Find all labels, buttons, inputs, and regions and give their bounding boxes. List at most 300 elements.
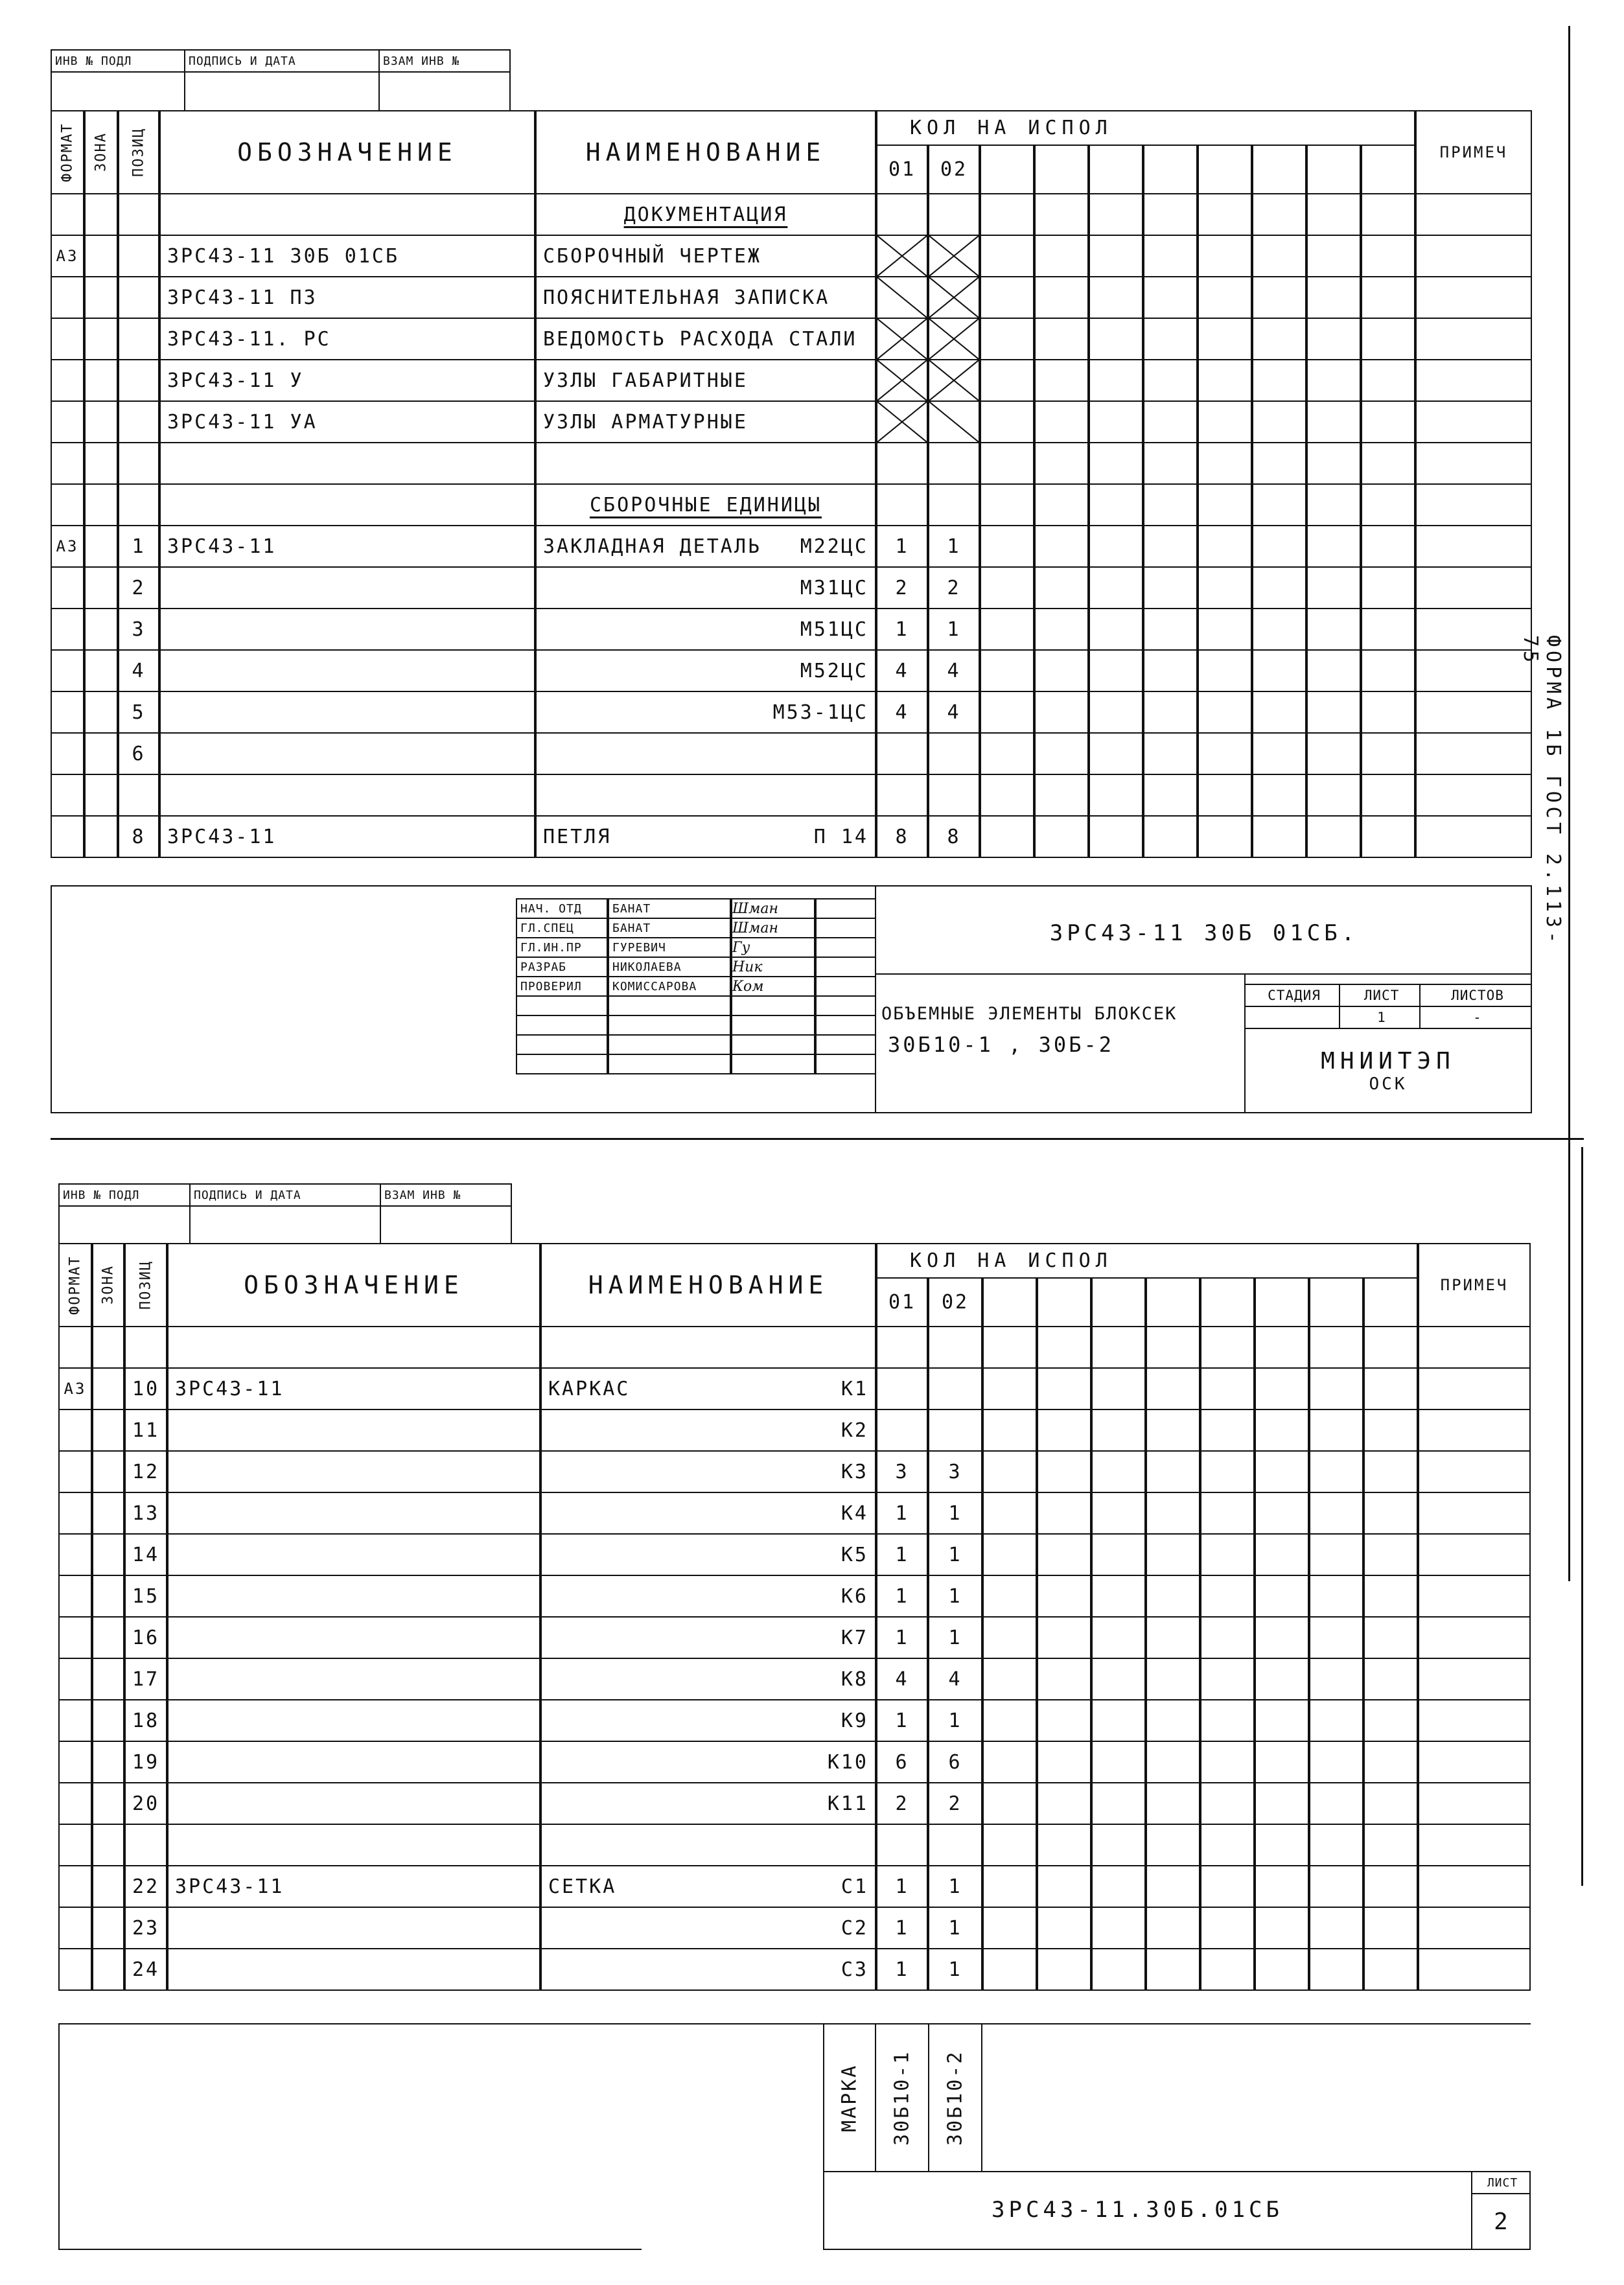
row-qty-2: 1 <box>928 1699 982 1742</box>
row-qty-extra <box>1200 1492 1255 1535</box>
row-zone <box>92 1367 124 1410</box>
row-format <box>58 1616 92 1659</box>
row-qty-extra <box>1363 1616 1418 1659</box>
row-zone <box>92 1533 124 1576</box>
row-qty-extra <box>1091 1907 1146 1949</box>
row-qty-2: 2 <box>928 566 980 609</box>
row-mark: К11 <box>827 1792 868 1815</box>
row-qty-1: 2 <box>876 566 928 609</box>
row-qty-extra <box>1091 1824 1146 1866</box>
row-pos: 2 <box>118 566 159 609</box>
row-qty-extra <box>1037 1741 1091 1783</box>
row-format <box>58 1533 92 1576</box>
row-qty-extra <box>1200 1948 1255 1991</box>
row-qty-extra <box>1091 1533 1146 1576</box>
row-qty-extra <box>1200 1367 1255 1410</box>
row-qty-extra <box>1146 1658 1200 1700</box>
header-pos: ПОЗИЦ <box>124 1243 167 1327</box>
row-designation <box>167 1616 540 1659</box>
row-qty-2: 4 <box>928 1658 982 1700</box>
row-name <box>540 1450 876 1493</box>
row-name <box>540 1367 876 1410</box>
row-pos: 19 <box>124 1741 167 1783</box>
row-qty-extra <box>982 1865 1037 1908</box>
row-qty-extra <box>1146 1326 1200 1369</box>
row-name <box>540 1409 876 1452</box>
row-qty-extra <box>1037 1699 1091 1742</box>
row-qty-extra <box>1091 1326 1146 1369</box>
row-designation <box>167 1741 540 1783</box>
row-format <box>58 1948 92 1991</box>
row-qty-extra <box>1146 1492 1200 1535</box>
row-pos: 10 <box>124 1367 167 1410</box>
row-qty-extra <box>982 1948 1037 1991</box>
row-qty-1 <box>876 1824 928 1866</box>
row-qty-extra <box>1200 1658 1255 1700</box>
row-qty-2: 4 <box>928 649 980 692</box>
row-format <box>58 1865 92 1908</box>
row-pos <box>124 1326 167 1369</box>
row-pos: 8 <box>118 815 159 858</box>
row-pos: 15 <box>124 1575 167 1618</box>
row-qty-extra <box>982 1699 1037 1742</box>
stamp-role: НАЧ. ОТД <box>516 898 608 919</box>
row-pos: 16 <box>124 1616 167 1659</box>
row-qty-extra <box>1309 1367 1363 1410</box>
row-qty-extra <box>1091 1450 1146 1493</box>
row-qty-2: 1 <box>928 1907 982 1949</box>
row-pos: 5 <box>118 691 159 734</box>
row-qty-extra <box>1200 1409 1255 1452</box>
row-qty-extra <box>1091 1367 1146 1410</box>
row-qty-extra <box>1091 1409 1146 1452</box>
row-pos: 3 <box>118 608 159 651</box>
row-zone <box>92 1658 124 1700</box>
row-qty-extra <box>1255 1782 1309 1825</box>
header-zone: ЗОНА <box>92 1243 124 1327</box>
header-zone: ЗОНА <box>84 110 118 194</box>
title-line-1: ОБЪЕМНЫЕ ЭЛЕМЕНТЫ БЛОКСЕК <box>881 1003 1177 1024</box>
row-qty-1: 1 <box>876 1575 928 1618</box>
row-qty-extra <box>1146 1948 1200 1991</box>
row-qty-extra <box>1363 1741 1418 1783</box>
row-format <box>58 1409 92 1452</box>
row-mark: К6 <box>841 1584 868 1608</box>
row-qty-extra <box>1255 1741 1309 1783</box>
row-qty-2: 1 <box>928 1575 982 1618</box>
row-pos: 1 <box>118 525 159 568</box>
row-name-text: УЗЛЫ ГАБАРИТНЫЕ <box>543 369 748 392</box>
stamp-signature: Ком <box>731 976 815 997</box>
stamp-name: БАНАТ <box>608 918 731 938</box>
row-qty-extra <box>1309 1533 1363 1576</box>
sheets-label: ЛИСТОВ <box>1419 984 1532 1007</box>
row-designation: ЗРС43-11 ПЗ <box>159 276 535 319</box>
row-qty-2: 2 <box>928 1782 982 1825</box>
row-qty-1: 1 <box>876 1492 928 1535</box>
row-zone <box>92 1450 124 1493</box>
stamp-signature: Шман <box>731 918 815 938</box>
row-qty-1: 1 <box>876 1865 928 1908</box>
row-qty-extra <box>982 1824 1037 1866</box>
row-format: А3 <box>51 235 84 277</box>
row-mark: К2 <box>841 1419 868 1442</box>
header-qty-1: 01 <box>876 145 928 194</box>
row-name-text: СЕТКА <box>548 1875 617 1898</box>
row-mark: К10 <box>827 1750 868 1774</box>
row-qty-extra <box>1363 1658 1418 1700</box>
row-name <box>540 1699 876 1742</box>
row-qty-extra <box>1309 1450 1363 1493</box>
row-qty-extra <box>1255 1658 1309 1700</box>
row-mark: К3 <box>841 1460 868 1483</box>
row-name <box>540 1948 876 1991</box>
row-qty-extra <box>1255 1533 1309 1576</box>
row-qty-extra <box>1309 1699 1363 1742</box>
bottom-line <box>58 2249 642 2250</box>
row-mark: М22ЦС <box>800 535 868 558</box>
row-designation <box>167 1948 540 1991</box>
row-pos: 6 <box>118 732 159 775</box>
row-note <box>1418 1741 1531 1783</box>
row-qty-2: 1 <box>928 1616 982 1659</box>
row-qty-extra <box>982 1907 1037 1949</box>
row-qty-extra <box>1363 1948 1418 1991</box>
row-qty-extra <box>1037 1326 1091 1369</box>
row-name-text: ВЕДОМОСТЬ РАСХОДА СТАЛИ <box>543 327 857 351</box>
row-note <box>1418 1326 1531 1369</box>
doc-code: ЗРС43-11 30Б 01СБ. <box>1049 920 1359 946</box>
row-note <box>1418 1658 1531 1700</box>
row-qty-extra <box>1309 1658 1363 1700</box>
row-name <box>540 1865 876 1908</box>
row-qty-1: 1 <box>876 608 928 651</box>
row-note <box>1418 1865 1531 1908</box>
row-qty-2 <box>928 1409 982 1452</box>
inv-value-2 <box>58 1205 191 1244</box>
header-qty-extra <box>1200 1277 1255 1327</box>
marka-label: МАРКА <box>823 2023 876 2172</box>
row-qty-2: 1 <box>928 1948 982 1991</box>
row-note <box>1418 1367 1531 1410</box>
row-zone <box>92 1326 124 1369</box>
marka-1: 30Б10-1 <box>875 2023 929 2172</box>
row-note <box>1418 1699 1531 1742</box>
row-designation: ЗРС43-11 УА <box>159 400 535 443</box>
row-qty-extra <box>1255 1699 1309 1742</box>
row-qty-2: 3 <box>928 1450 982 1493</box>
sheets-value: - <box>1419 1006 1532 1029</box>
row-qty-extra <box>1309 1865 1363 1908</box>
row-designation <box>167 1326 540 1369</box>
row-qty-extra <box>1200 1699 1255 1742</box>
row-qty-extra <box>1146 1450 1200 1493</box>
row-qty-1: 1 <box>876 1533 928 1576</box>
row-qty-extra <box>1309 1948 1363 1991</box>
row-qty-2: 6 <box>928 1741 982 1783</box>
vzam-label: ВЗАМ ИНВ № <box>378 49 511 73</box>
row-qty-extra <box>1363 1865 1418 1908</box>
row-qty-extra <box>1037 1907 1091 1949</box>
row-qty-1: 4 <box>876 649 928 692</box>
stage-label: СТАДИЯ <box>1244 984 1340 1007</box>
row-qty-extra <box>1037 1492 1091 1535</box>
row-mark: К8 <box>841 1667 868 1691</box>
row-qty-extra <box>1363 1782 1418 1825</box>
stamp-signature: Гу <box>731 937 815 958</box>
inv-label: ИНВ № ПОДЛ <box>51 49 185 73</box>
row-qty-extra <box>1146 1575 1200 1618</box>
row-format <box>58 1824 92 1866</box>
row-note <box>1418 1409 1531 1452</box>
row-qty-extra <box>1363 1367 1418 1410</box>
row-qty-1: 1 <box>876 1948 928 1991</box>
row-name-text: ПОЯСНИТЕЛЬНАЯ ЗАПИСКА <box>543 286 830 309</box>
row-qty-extra <box>1146 1782 1200 1825</box>
stamp-name: КОМИССАРОВА <box>608 976 731 997</box>
row-designation <box>167 1907 540 1949</box>
row-qty-extra <box>1255 1326 1309 1369</box>
row-name <box>540 1492 876 1535</box>
row-qty-extra <box>1363 1575 1418 1618</box>
row-zone <box>92 1824 124 1866</box>
row-qty-1: 6 <box>876 1741 928 1783</box>
row-designation <box>167 1658 540 1700</box>
row-format <box>58 1699 92 1742</box>
row-designation: ЗРС43-11. РС <box>159 318 535 360</box>
row-mark: М53-1ЦС <box>772 701 868 724</box>
row-zone <box>92 1575 124 1618</box>
row-name <box>540 1782 876 1825</box>
form-side-label: ФОРМА 1Б ГОСТ 2.113-75 <box>1519 635 1564 947</box>
row-mark: С3 <box>841 1958 868 1981</box>
header-qty-extra <box>1309 1277 1363 1327</box>
row-qty-extra <box>1255 1575 1309 1618</box>
row-designation <box>167 1575 540 1618</box>
row-qty-extra <box>1037 1658 1091 1700</box>
row-qty-extra <box>1255 1948 1309 1991</box>
row-qty-extra <box>1363 1409 1418 1452</box>
row-format <box>58 1326 92 1369</box>
org-dept: ОСК <box>1369 1074 1408 1094</box>
doc-code-2: ЗРС43-11.30Б.01СБ <box>992 2197 1283 2223</box>
row-qty-extra <box>982 1409 1037 1452</box>
row-qty-extra <box>1146 1533 1200 1576</box>
row-format <box>58 1492 92 1535</box>
row-qty-extra <box>1255 1824 1309 1866</box>
sign-label-2: ПОДПИСЬ И ДАТА <box>189 1183 381 1207</box>
header-pos: ПОЗИЦ <box>118 110 159 194</box>
stamp-name: ГУРЕВИЧ <box>608 937 731 958</box>
row-qty-2: 8 <box>928 815 980 858</box>
row-note <box>1418 1907 1531 1949</box>
row-qty-extra <box>1200 1575 1255 1618</box>
header-format: ФОРМАТ <box>51 110 84 194</box>
vzam-value-2 <box>380 1205 512 1244</box>
row-mark: П 14 <box>813 825 868 848</box>
row-qty-extra <box>1091 1741 1146 1783</box>
row-zone <box>92 1699 124 1742</box>
stamp-role: ГЛ.ИН.ПР <box>516 937 608 958</box>
row-qty-2: 1 <box>928 525 980 568</box>
row-qty-extra <box>982 1575 1037 1618</box>
row-qty-extra <box>1200 1533 1255 1576</box>
row-format <box>58 1450 92 1493</box>
row-pos: 11 <box>124 1409 167 1452</box>
row-note <box>1418 1824 1531 1866</box>
row-qty-1 <box>876 1409 928 1452</box>
row-qty-extra <box>1363 1326 1418 1369</box>
row-qty-extra <box>982 1450 1037 1493</box>
row-qty-extra <box>1037 1782 1091 1825</box>
row-qty-extra <box>1200 1616 1255 1659</box>
row-designation <box>167 1824 540 1866</box>
row-mark: С2 <box>841 1916 868 1940</box>
stamp-name: БАНАТ <box>608 898 731 919</box>
row-note <box>1418 1948 1531 1991</box>
marka-2: 30Б10-2 <box>928 2023 982 2172</box>
row-qty-1: 1 <box>876 525 928 568</box>
row-designation: ЗРС43-11 <box>167 1865 540 1908</box>
row-format: А3 <box>51 525 84 568</box>
row-mark: М51ЦС <box>800 618 868 641</box>
sign-value-2 <box>189 1205 381 1244</box>
row-qty-extra <box>1363 1907 1418 1949</box>
row-pos: 12 <box>124 1450 167 1493</box>
row-name-text: ДОКУМЕНТАЦИЯ <box>623 203 788 226</box>
row-pos: 23 <box>124 1907 167 1949</box>
stamp-role: РАЗРАБ <box>516 957 608 977</box>
row-qty-extra <box>1363 1450 1418 1493</box>
row-name-text: ПЕТЛЯ <box>543 825 612 848</box>
row-qty-1: 8 <box>876 815 928 858</box>
row-qty-extra <box>1037 1450 1091 1493</box>
row-name <box>540 1326 876 1369</box>
row-name <box>540 1658 876 1700</box>
row-qty-extra <box>1200 1865 1255 1908</box>
row-qty-extra <box>1037 1948 1091 1991</box>
row-format <box>58 1575 92 1618</box>
header-qty-1: 01 <box>876 1277 928 1327</box>
row-name-text: УЗЛЫ АРМАТУРНЫЕ <box>543 410 748 434</box>
row-format <box>58 1658 92 1700</box>
row-mark: К7 <box>841 1626 868 1649</box>
row-qty-extra <box>1037 1824 1091 1866</box>
row-pos: 17 <box>124 1658 167 1700</box>
row-qty-extra <box>1309 1824 1363 1866</box>
row-name-text: ЗАКЛАДНАЯ ДЕТАЛЬ <box>543 535 761 558</box>
row-qty-2 <box>928 1367 982 1410</box>
row-qty-1: 4 <box>876 691 928 734</box>
header-qty-extra <box>982 1277 1037 1327</box>
row-qty-1: 4 <box>876 1658 928 1700</box>
header-qty-2: 02 <box>928 145 980 194</box>
row-qty-extra <box>982 1326 1037 1369</box>
row-zone <box>92 1741 124 1783</box>
row-qty-extra <box>982 1741 1037 1783</box>
row-qty-extra <box>1309 1907 1363 1949</box>
row-qty-extra <box>1309 1782 1363 1825</box>
row-qty-extra <box>982 1367 1037 1410</box>
row-qty-2: 1 <box>928 608 980 651</box>
row-qty-extra <box>1200 1782 1255 1825</box>
row-qty-extra <box>1146 1865 1200 1908</box>
row-pos: 13 <box>124 1492 167 1535</box>
header-note: ПРИМЕЧ <box>1415 110 1532 194</box>
row-qty-extra <box>1037 1865 1091 1908</box>
title-line-2: 30Б10-1 , 30Б-2 <box>888 1032 1114 1057</box>
header-format: ФОРМАТ <box>58 1243 92 1327</box>
vzam-label-2: ВЗАМ ИНВ № <box>380 1183 512 1207</box>
org-name: МНИИТЭП <box>1321 1047 1456 1074</box>
row-note <box>1418 1533 1531 1576</box>
row-qty-extra <box>1200 1741 1255 1783</box>
row-format <box>58 1907 92 1949</box>
row-qty-extra <box>1200 1907 1255 1949</box>
inv-label-2: ИНВ № ПОДЛ <box>58 1183 191 1207</box>
row-qty-extra <box>1037 1575 1091 1618</box>
row-qty-extra <box>1255 1865 1309 1908</box>
row-qty-1: 3 <box>876 1450 928 1493</box>
row-qty-2: 1 <box>928 1533 982 1576</box>
row-format <box>58 1741 92 1783</box>
row-qty-2: 1 <box>928 1492 982 1535</box>
header-qty-extra <box>1037 1277 1091 1327</box>
row-mark: К9 <box>841 1709 868 1732</box>
row-qty-extra <box>1309 1741 1363 1783</box>
header-note: ПРИМЕЧ <box>1418 1243 1531 1327</box>
row-qty-extra <box>1091 1658 1146 1700</box>
stamp-name: НИКОЛАЕВА <box>608 957 731 977</box>
row-qty-1: 2 <box>876 1782 928 1825</box>
row-pos <box>124 1824 167 1866</box>
row-qty-extra <box>1091 1948 1146 1991</box>
row-qty-extra <box>982 1492 1037 1535</box>
row-designation <box>167 1450 540 1493</box>
row-qty-2: 1 <box>928 1865 982 1908</box>
row-qty-extra <box>1146 1741 1200 1783</box>
row-mark: М31ЦС <box>800 576 868 599</box>
row-qty-extra <box>1363 1492 1418 1535</box>
row-qty-2: 4 <box>928 691 980 734</box>
header-qty-extra <box>1255 1277 1309 1327</box>
row-qty-extra <box>1037 1533 1091 1576</box>
header-designation: ОБОЗНАЧЕНИЕ <box>159 110 535 194</box>
row-qty-1: 1 <box>876 1907 928 1949</box>
row-zone <box>92 1865 124 1908</box>
row-qty-extra <box>1091 1865 1146 1908</box>
row-qty-1: 1 <box>876 1699 928 1742</box>
row-zone <box>92 1492 124 1535</box>
row-qty-extra <box>1091 1699 1146 1742</box>
header-qty-2: 02 <box>928 1277 982 1327</box>
row-pos: 20 <box>124 1782 167 1825</box>
stamp-role: ПРОВЕРИЛ <box>516 976 608 997</box>
row-name-text: СБОРОЧНЫЕ ЕДИНИЦЫ <box>589 493 822 516</box>
row-qty-2 <box>928 1824 982 1866</box>
row-qty-extra <box>1037 1409 1091 1452</box>
row-designation <box>167 1409 540 1452</box>
row-qty-extra <box>1200 1450 1255 1493</box>
row-qty-1: 1 <box>876 1616 928 1659</box>
row-qty-extra <box>1091 1782 1146 1825</box>
stamp-signature: Шман <box>731 898 815 919</box>
row-qty-extra <box>1309 1326 1363 1369</box>
header-name: НАИМЕНОВАНИЕ <box>540 1243 876 1327</box>
row-qty-extra <box>982 1533 1037 1576</box>
sheet-label-2: ЛИСТ <box>1471 2171 1531 2194</box>
row-zone <box>92 1616 124 1659</box>
